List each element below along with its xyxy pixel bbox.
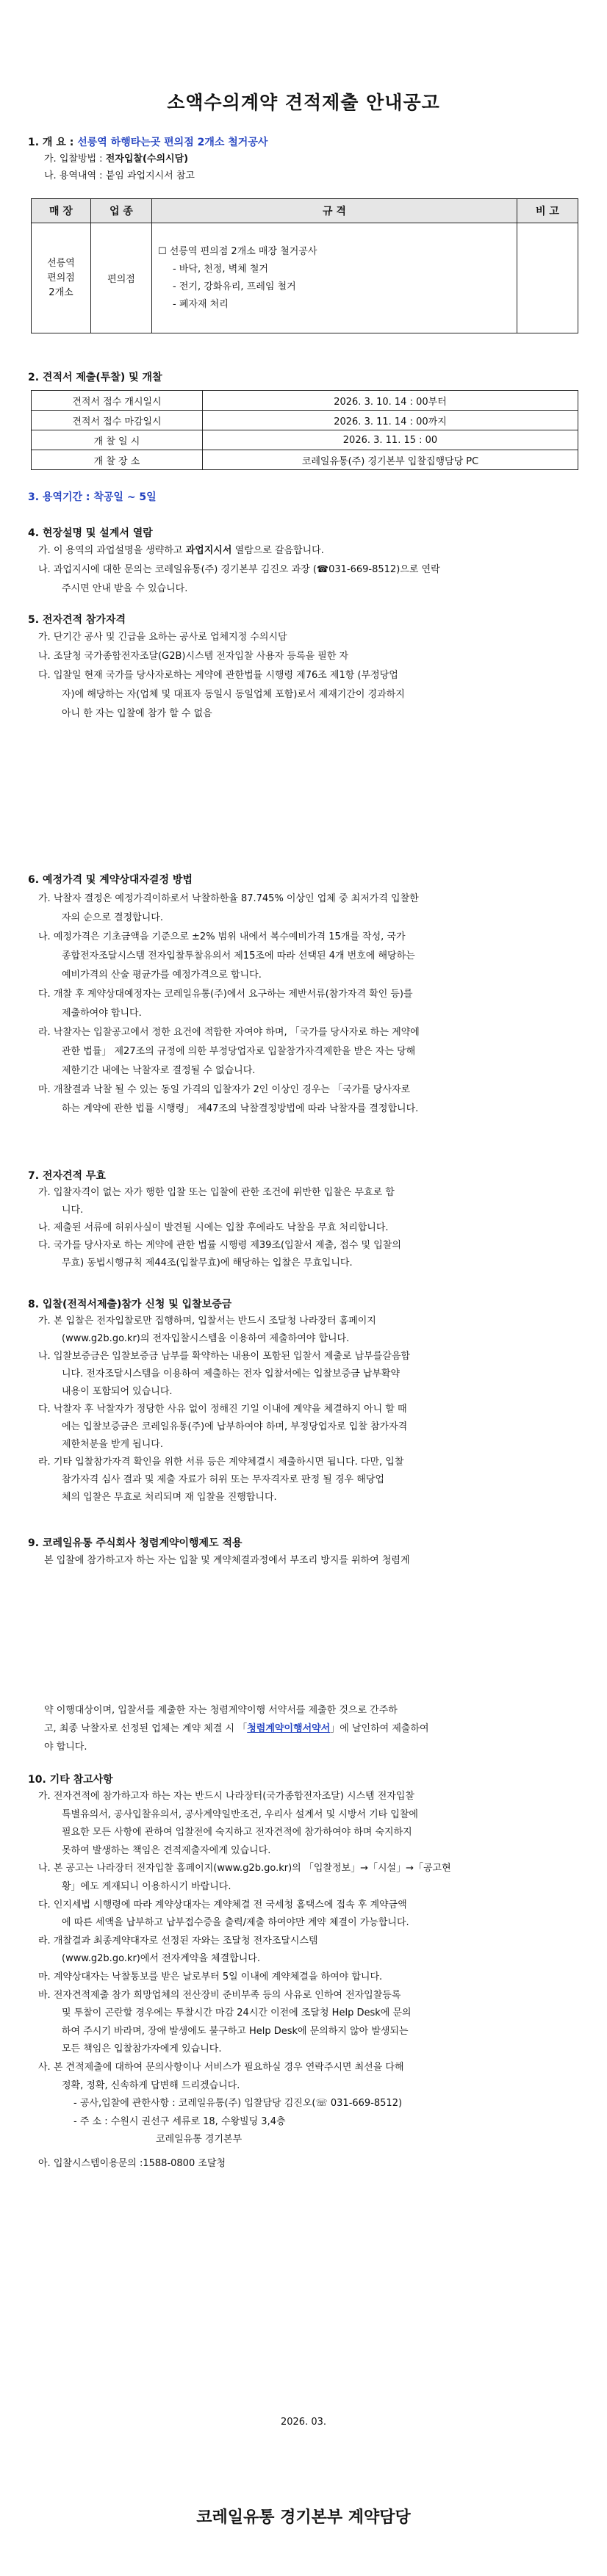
s10-line: 라. 개찰결과 최종계약대자로 선정된 자와는 조달청 전자조달시스템 xyxy=(38,1935,318,1947)
schedule-table xyxy=(31,390,578,470)
schedule-value: 코레일유통(주) 경기본부 입찰집행담당 PC xyxy=(203,450,578,470)
s6-line: 하는 계약에 관한 법률 시행령」 제47조의 낙찰결정방법에 따라 낙찰자를 결정합니다. xyxy=(62,1103,419,1114)
s9-line3-post: 」에 날인하여 제출하여 xyxy=(330,1723,429,1734)
cell-note xyxy=(517,223,578,333)
s8-line: 가. 본 입찰은 전자입찰로만 집행하며, 입찰서는 반드시 조달청 나라장터 홈페이지 xyxy=(38,1316,376,1327)
header-spec: 규 격 xyxy=(152,199,517,223)
s7-line: 니다. xyxy=(62,1205,84,1216)
service-detail-line: 나. 용역내역 : 붙임 과업지시서 참고 xyxy=(44,170,195,181)
section-9-line1: 본 입찰에 참가하고자 하는 자는 입찰 및 계약체결과정에서 부조리 방지를 위하여 청렴계 xyxy=(44,1555,410,1566)
s10-line: 나. 본 공고는 나라장터 전자입찰 홈페이지(www.g2b.go.kr)의 「입찰정보」→「시설」→「공고현 xyxy=(38,1863,451,1875)
section-2-heading: 2. 견적서 제출(투찰) 및 개찰 xyxy=(28,372,162,383)
s8-line: 에는 입찰보증금은 코레일유통(주)에 납부하여야 하며, 부정당업자로 입찰 참가자격 xyxy=(62,1421,408,1432)
s10-line: 황」에도 게재되니 이용하시기 바랍니다. xyxy=(62,1880,231,1892)
spec-main: ☐ 선릉역 편의점 2개소 매장 철거공사 xyxy=(158,245,317,257)
spec-item: - 전기, 강화유리, 프레임 철거 xyxy=(173,281,296,292)
s4-line-b1: 나. 과업지시에 대한 문의는 코레일유통(주) 경기본부 김진오 과장 (☎031-669-8512)으로 연락 xyxy=(38,564,440,575)
s10-line: 사. 본 견적제출에 대하여 문의사항이나 서비스가 필요하실 경우 연락주시면 최선을 다해 xyxy=(38,2061,404,2073)
s9-line3-pre: 고, 최종 낙찰자로 선정된 업체는 계약 체결 시 「 xyxy=(44,1723,248,1734)
s8-line: 니다. 전자조달시스템을 이용하여 제출하는 전자 입찰서에는 입찰보증금 납부확약 xyxy=(62,1368,401,1379)
schedule-value: 2026. 3. 11. 15 : 00 xyxy=(203,430,578,450)
s10-line: 및 투찰이 곤란할 경우에는 투찰시간 마감 24시간 이전에 조달청 Help Desk에 문의 xyxy=(62,2007,412,2019)
s10-line: - 주 소 : 수원시 권선구 세류로 18, 수왕빌딩 3,4층 xyxy=(73,2115,286,2127)
section-5-heading: 5. 전자견적 참가자격 xyxy=(28,614,126,626)
s10-line: - 공사,입찰에 관한사항 : 코레일유통(주) 입찰담당 김진오(☏ 031-669-8512) xyxy=(73,2098,403,2110)
s8-line: 다. 낙찰자 후 낙찰자가 정당한 사유 없이 정해진 기일 이내에 계약을 체결하지 아니 할 때 xyxy=(38,1404,407,1415)
spec-table xyxy=(31,198,578,333)
schedule-value: 2026. 3. 10. 14 : 00부터 xyxy=(203,391,578,411)
s10-line: (www.g2b.go.kr)에서 전자계약을 체결합니다. xyxy=(62,1953,260,1965)
s10-line: 가. 전자견적에 참가하고자 하는 자는 반드시 나라장터(국가종합전자조달) 시스템 전자입찰 xyxy=(38,1791,414,1802)
s6-line: 마. 개찰결과 낙찰 될 수 있는 동일 가격의 입찰자가 2인 이상인 경우는 「국가를 당사자로 xyxy=(38,1084,411,1095)
s7-line: 가. 입찰자격이 없는 자가 행한 입찰 또는 입찰에 관한 조건에 위반한 입찰은 무효로 합 xyxy=(38,1187,395,1198)
page-title: 소액수의계약 견적제출 안내공고 xyxy=(167,92,440,113)
s8-line: (www.g2b.go.kr)의 전자입찰시스템을 이용하여 제출하여야 합니다. xyxy=(62,1333,350,1344)
store-line: 편의점 xyxy=(47,272,75,284)
s10-line: 모든 책임은 입찰참가자에게 있습니다. xyxy=(62,2043,222,2055)
s5-line: 가. 단기간 공사 및 긴급을 요하는 공사로 업체지정 수의시담 xyxy=(38,632,287,643)
cell-spec xyxy=(152,223,517,333)
s10-line: 마. 계약상대자는 낙찰통보를 받은 날로부터 5일 이내에 계약체결을 하여야 합니다. xyxy=(38,1971,383,1982)
section-7-heading: 7. 전자견적 무효 xyxy=(28,1170,106,1182)
section-4-heading: 4. 현장설명 및 설계서 열람 xyxy=(28,527,153,539)
s9-line: 야 합니다. xyxy=(44,1742,87,1753)
s10-line: 에 따른 세액을 납부하고 납부접수증을 출력/제출 하여야만 계약 체결이 가능합니다. xyxy=(62,1917,409,1929)
section-8-body xyxy=(38,1313,582,1507)
schedule-key: 개 찰 장 소 xyxy=(32,450,203,470)
s4-line-a xyxy=(38,541,582,560)
schedule-key: 개 찰 일 시 xyxy=(32,430,203,450)
s5-line: 나. 조달청 국가종합전자조달(G2B)시스템 전자입찰 사용자 등록을 필한 자 xyxy=(38,651,349,662)
s10-line: 못하여 발생하는 책임은 견적제출자에게 있습니다. xyxy=(62,1844,271,1856)
s10-line: 바. 전자견적제출 참가 희망업체의 전산장비 준비부족 등의 사유로 인하여 전자입찰등록 xyxy=(38,1989,401,2001)
section-5-body xyxy=(38,628,582,724)
store-line: 2개소 xyxy=(49,286,73,298)
schedule-key: 견적서 접수 마감일시 xyxy=(32,411,203,430)
s8-line: 나. 입찰보증금은 입찰보증금 납부를 확약하는 내용이 포함된 입찰서 제출로 납부를갈음합 xyxy=(38,1351,410,1362)
s6-line: 나. 예정가격은 기초금액을 기준으로 ±2% 범위 내에서 복수예비가격 15개를 작성, 국가 xyxy=(38,931,406,942)
s6-line: 관한 법률」 제27조의 규정에 의한 부정당업자로 입찰참가자격제한을 받은 자는 당해 xyxy=(62,1046,416,1057)
s9-line3 xyxy=(44,1720,588,1738)
s6-line: 다. 개찰 후 계약상대예정자는 코레일유통(주)에서 요구하는 제반서류(참가자격 확인 등)를 xyxy=(38,989,413,1000)
section-4-body xyxy=(38,541,582,599)
schedule-key: 견적서 접수 개시일시 xyxy=(32,391,203,411)
spec-item: - 폐자재 처리 xyxy=(173,298,229,310)
s9-line: 약 이행대상이며, 입찰서를 제출한 자는 청렴계약이행 서약서를 제출한 것으로 간주하 xyxy=(44,1705,398,1716)
header-industry: 업 종 xyxy=(91,199,152,223)
store-line: 선릉역 xyxy=(47,257,75,269)
schedule-value: 2026. 3. 11. 14 : 00까지 xyxy=(203,411,578,430)
s10-line: 정확, 정확, 신속하게 답변해 드리겠습니다. xyxy=(62,2079,240,2091)
footer-date: 2026. 03. xyxy=(280,2417,327,2428)
s5-line: 아니 한 자는 입찰에 참가 할 수 없음 xyxy=(62,708,212,719)
s10-line: 특별유의서, 공사입찰유의서, 공사계약일반조건, 우리사 설계서 및 시방서 기타 입찰에 xyxy=(62,1808,418,1820)
section-10-heading: 10. 기타 참고사항 xyxy=(28,1774,113,1786)
section-1-prefix: 1. 개 요 : xyxy=(28,137,74,148)
s8-line: 체의 입찰은 무효로 처리되며 재 입찰을 진행합니다. xyxy=(62,1492,277,1503)
section-9-body xyxy=(44,1701,588,1756)
section-8-heading: 8. 입찰(전적서제출)참가 신청 및 입찰보증금 xyxy=(28,1299,232,1310)
s8-line: 라. 기타 입찰참가자격 확인을 위한 서류 등은 계약체결시 제출하시면 됩니다. 다만, 입찰 xyxy=(38,1457,404,1468)
project-name: 선릉역 하행타는곳 편의점 2개소 철거공사 xyxy=(77,137,268,148)
s8-line: 내용이 포함되어 있습니다. xyxy=(62,1386,173,1397)
s7-line: 무효) 동법시행규칙 제44조(입찰무효)에 해당하는 입찰은 무효입니다. xyxy=(62,1258,353,1269)
s7-line: 다. 국가를 당사자로 하는 계약에 관한 법률 시행령 제39조(입찰서 제출, 접수 및 입찰의 xyxy=(38,1240,401,1251)
s4-a-bold: 과업지시서 xyxy=(185,545,232,556)
s6-line: 종합전자조달시스템 전자입찰투찰유의서 제15조에 따라 선택된 4개 번호에 해당하는 xyxy=(62,950,415,962)
s10-line: 코레일유통 경기본부 xyxy=(156,2134,243,2146)
spec-item: - 바닥, 천정, 벽체 철거 xyxy=(173,263,268,275)
s8-line: 제한처분을 받게 됩니다. xyxy=(62,1439,163,1450)
section-7-body xyxy=(38,1184,582,1272)
s5-line: 다. 입찰일 현재 국가를 당사자로하는 계약에 관한법률 시행령 제76조 제1항 (부정당업 xyxy=(38,670,398,681)
bid-method-value: 전자입찰(수의시담) xyxy=(105,154,189,165)
s4-a-pre: 가. 이 용역의 과업설명을 생략하고 xyxy=(38,545,183,556)
s7-line: 나. 제출된 서류에 허위사실이 발견될 시에는 입찰 후에라도 낙찰을 무효 처리합니다. xyxy=(38,1222,389,1233)
s6-line: 자의 순으로 결정합니다. xyxy=(62,912,163,923)
s4-line-b2: 주시면 안내 받을 수 있습니다. xyxy=(62,583,188,594)
section-6-heading: 6. 예정가격 및 계약상대자결정 방법 xyxy=(28,874,193,886)
s10-line: 필요한 모든 사항에 관하여 입찰전에 숙지하고 전자견적에 참가하여야 하며 숙지하지 xyxy=(62,1827,412,1839)
cell-store xyxy=(32,223,91,333)
s5-line: 자)에 해당하는 자(업체 및 대표자 동일시 동일업체 포함)로서 제재기간이 경과하지 xyxy=(62,689,405,700)
s10-line: 하여 주시기 바라며, 장애 발생에도 불구하고 Help Desk에 문의하지 않아 발생되는 xyxy=(62,2025,409,2037)
section-1-heading xyxy=(28,134,267,149)
s6-line: 제출하여야 합니다. xyxy=(62,1008,142,1019)
s8-line: 참가자격 심사 결과 및 제출 자료가 허위 또는 무자격자로 판정 될 경우 해당업 xyxy=(62,1474,384,1485)
s6-line: 가. 낙찰자 결정은 예정가격이하로서 낙찰하한율 87.745% 이상인 업체 중 최저가격 입찰한 xyxy=(38,893,419,904)
footer-org: 코레일유통 경기본부 계약담당 xyxy=(196,2508,411,2527)
section-9-heading: 9. 코레일유통 주식회사 청렴계약이행제도 적용 xyxy=(28,1537,243,1549)
s6-line: 예비가격의 산술 평균가를 예정가격으로 합니다. xyxy=(62,970,262,981)
header-store: 매 장 xyxy=(32,199,91,223)
section-3-heading: 3. 용역기간 : 착공일 ~ 5일 xyxy=(28,491,157,503)
cell-industry: 편의점 xyxy=(91,223,152,333)
bid-method-label: 가. 입찰방법 : xyxy=(44,154,103,165)
integrity-pledge-link[interactable]: 청렴계약이행서약서 xyxy=(247,1723,331,1734)
s4-a-post: 열람으로 갈음합니다. xyxy=(234,545,324,556)
header-note: 비 고 xyxy=(517,199,578,223)
s10-line: 다. 인지세법 시행령에 따라 계약상대자는 계약체결 전 국세청 홈택스에 접속 후 계약금액 xyxy=(38,1899,407,1911)
section-10-body xyxy=(38,1788,586,2173)
bid-method-line xyxy=(44,152,188,166)
s6-line: 라. 낙찰자는 입찰공고에서 정한 요건에 적합한 자여야 하며, 「국가를 당사자로 하는 계약에 xyxy=(38,1027,420,1038)
s6-line: 제한기간 내에는 낙찰자로 결정될 수 없습니다. xyxy=(62,1065,256,1076)
section-6-body xyxy=(38,890,582,1119)
s10-line: 아. 입찰시스템이용문의 :1588-0800 조달청 xyxy=(38,2157,226,2169)
